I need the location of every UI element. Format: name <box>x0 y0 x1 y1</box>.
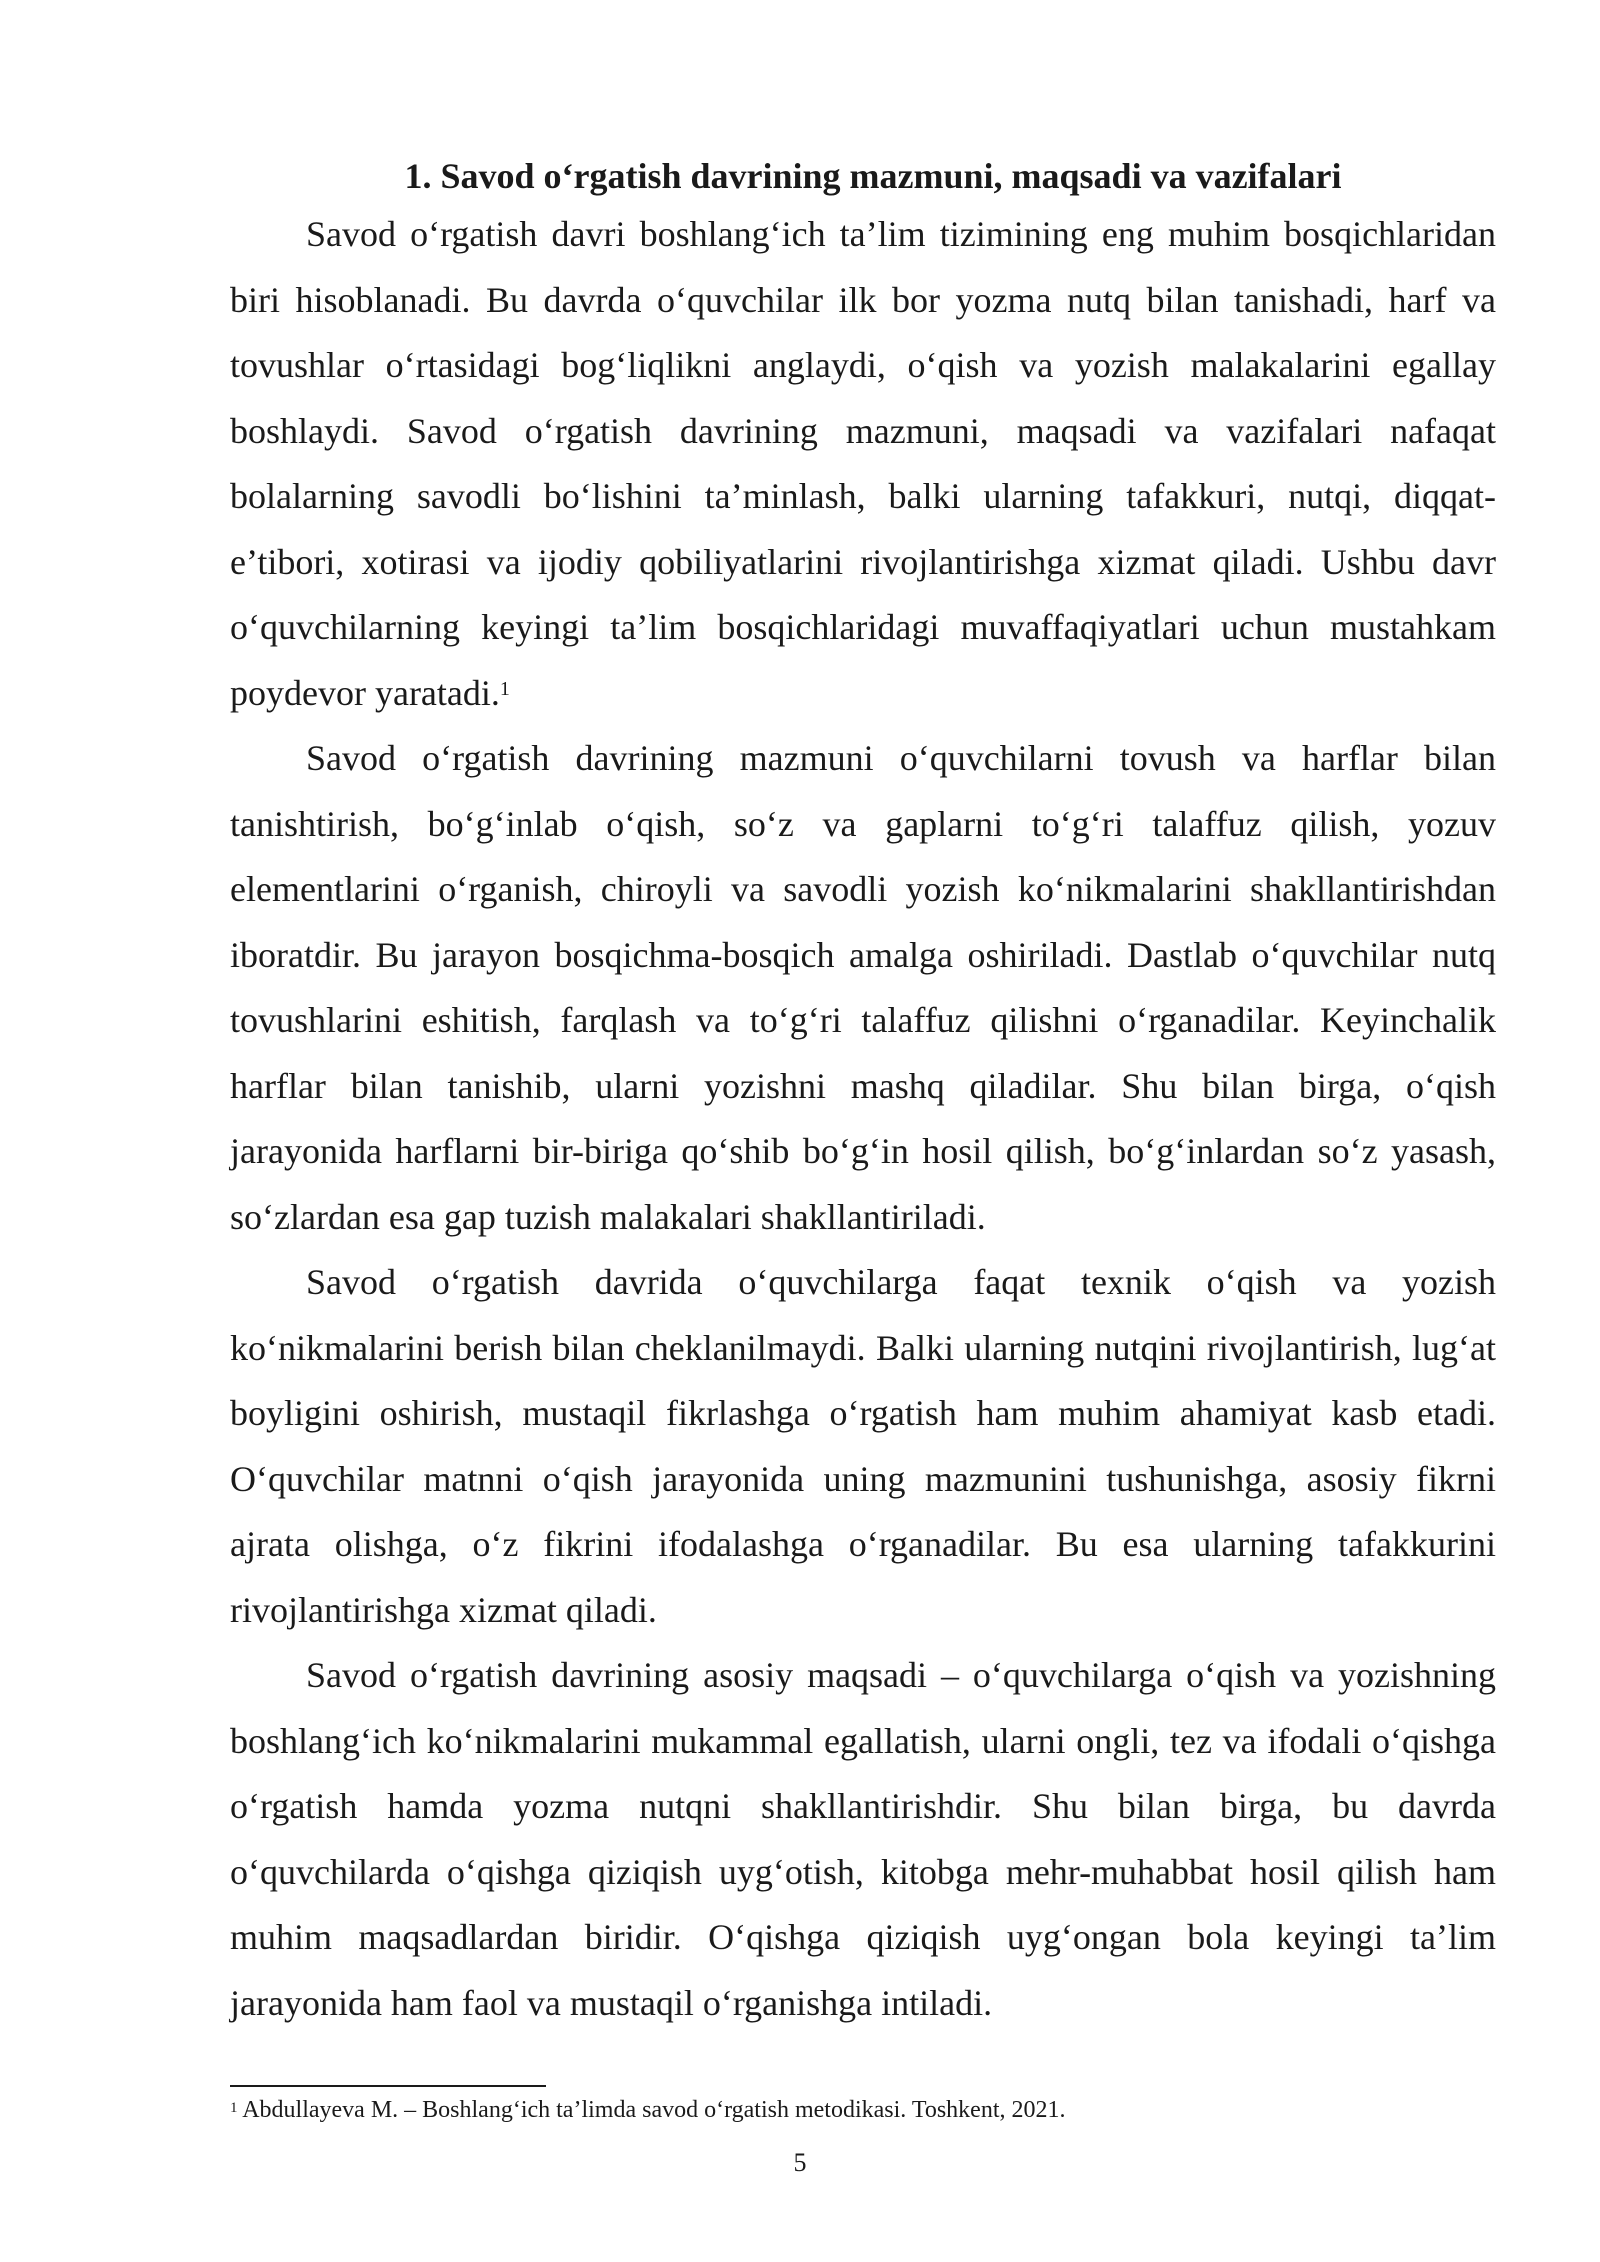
footnote-mark: 1 <box>230 2100 238 2116</box>
section-heading: 1. Savod o‘rgatish davrining mazmuni, maqsadi va vazifalari <box>404 156 1342 196</box>
paragraph-3: Savod o‘rgatish davrida o‘quvchilarga faqat texnik o‘qish va yozish ko‘nikmalarini berish bilan cheklanilmaydi. Balki ularning nutqini rivojlantirish, lug‘at boyligini oshirish, mustaqil fikrlashga o‘rgatish ham muhim ahamiyat kasb etadi. O‘quvchilar matnni o‘qish jarayonida uning mazmunini tushunishga, asosiy fikrni ajrata olishga, o‘z fikrini ifodalashga o‘rganadilar. Bu esa ularning tafakkurini rivojlantirishga xizmat qiladi. <box>230 1262 1496 1630</box>
footnote-separator <box>230 2085 546 2087</box>
page-number: 5 <box>793 2148 807 2177</box>
paragraph-4: Savod o‘rgatish davrining asosiy maqsadi – o‘quvchilarga o‘qish va yozishning boshlang‘ich ko‘nikmalarini mukammal egallatish, ularni ongli, tez va ifodali o‘qishga o‘rgatish hamda yozma nutqni shakllantirishdir. Shu bilan birga, bu davrda o‘quvchilarda o‘qishga qiziqish uyg‘otish, kitobga mehr-muhabbat hosil qilish ham muhim maqsadlardan biridir. O‘qishga qiziqish uyg‘ongan bola keyingi ta’lim jarayonida ham faol va mustaqil o‘rganishga intiladi. <box>230 1655 1496 2023</box>
footnote-reference[interactable]: 1 <box>499 677 510 700</box>
footnote <box>230 2090 1496 2130</box>
paragraph-2: Savod o‘rgatish davrining mazmuni o‘quvchilarni tovush va harflar bilan tanishtirish, bo‘g‘inlab o‘qish, so‘z va gaplarni to‘g‘ri talaffuz qilish, yozuv elementlarini o‘rganish, chiroyli va savodli yozish ko‘nikmalarini shakllantirishdan iboratdir. Bu jarayon bosqichma-bosqich amalga oshiriladi. Dastlab o‘quvchilar nutq tovushlarini eshitish, farqlash va to‘g‘ri talaffuz qilishni o‘rganadilar. Keyinchalik harflar bilan tanishib, ularni yozishni mashq qiladilar. Shu bilan birga, o‘qish jarayonida harflarni bir-biriga qo‘shib bo‘g‘in hosil qilish, bo‘g‘inlardan so‘z yasash, so‘zlardan esa gap tuzish malakalari shakllantiriladi. <box>230 738 1496 1237</box>
footnote-text: Abdullayeva M. – Boshlang‘ich ta’limda savod o‘rgatish metodikasi. Toshkent, 2021. <box>242 2097 1066 2123</box>
page-content <box>230 150 1496 2036</box>
paragraph-1-text: Savod o‘rgatish davri boshlang‘ich ta’lim tizimining eng muhim bosqichlaridan biri hisoblanadi. Bu davrda o‘quvchilar ilk bor yozma nutq bilan tanishadi, harf va tovushlar o‘rtasidagi bog‘liqlikni anglaydi, o‘qish va yozish malakalarini egallay boshlaydi. Savod o‘rgatish davrining mazmuni, maqsadi va vazifalari nafaqat bolalarning savodli bo‘lishini ta’minlash, balki ularning tafakkuri, nutqi, diqqat-e’tibori, xotirasi va ijodiy qobiliyatlarini rivojlantirishga xizmat qiladi. Ushbu davr o‘quvchilarning keyingi ta’lim bosqichlaridagi muvaffaqiyatlari uchun mustahkam poydevor yaratadi. <box>230 214 1496 713</box>
paragraph-1 <box>230 202 1496 726</box>
